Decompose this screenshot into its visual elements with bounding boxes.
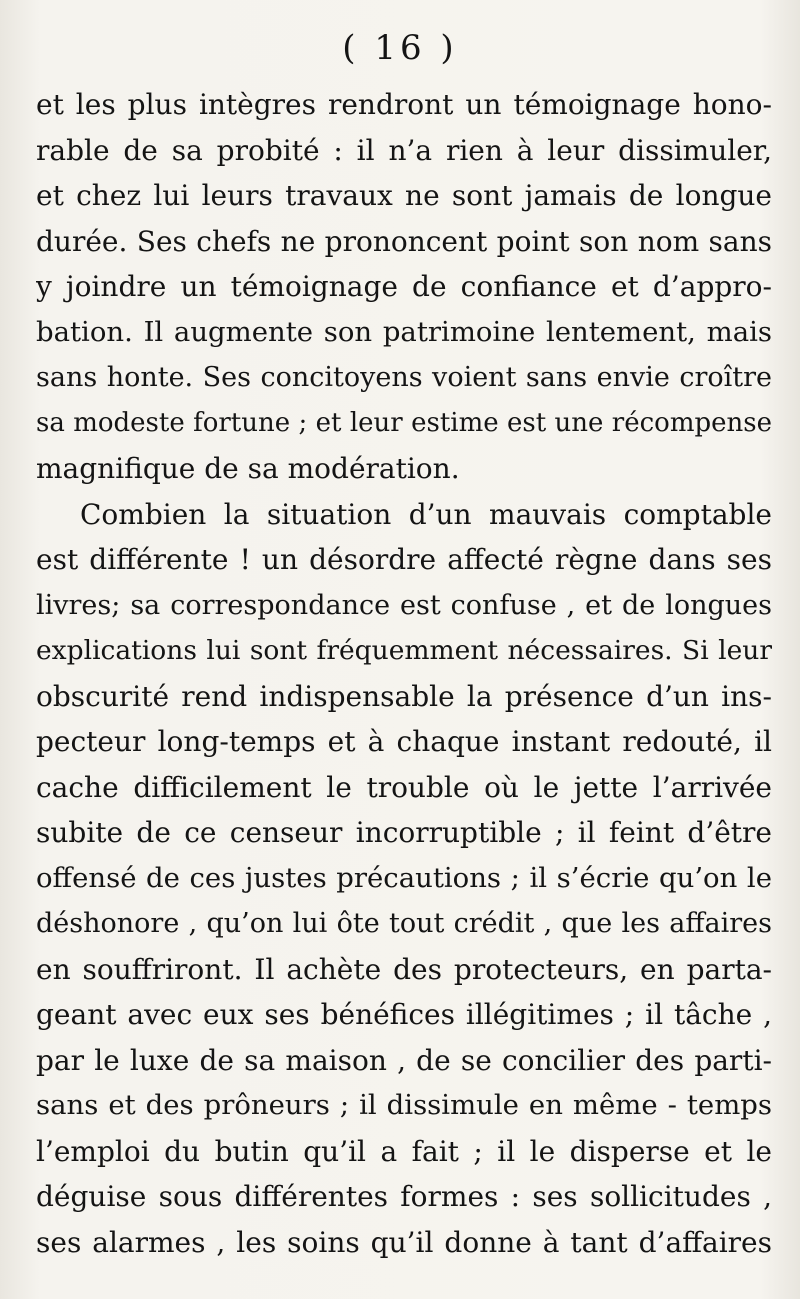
text-line: offensé de ces justes précautions ; il s’écrie qu’on le xyxy=(36,861,772,894)
paragraph-1 xyxy=(36,82,772,492)
text-line: durée. Ses chefs ne prononcent point son nom sans xyxy=(36,224,772,258)
text-line: l’emploi du butin qu’il a fait ; il le disperse et le xyxy=(36,1134,772,1168)
text-line: explications lui sont fréquemment nécessaires. Si leur xyxy=(36,635,772,666)
text-line: cache difficilement le trouble où le jette l’arrivée xyxy=(36,770,772,804)
text-line: est différente ! un désordre affecté règne dans ses xyxy=(36,543,772,576)
text-line: subite de ce censeur incorruptible ; il feint d’être xyxy=(36,816,772,849)
text-line: ses alarmes , les soins qu’il donne à tant d’affaires xyxy=(36,1225,772,1259)
text-line: sans et des prôneurs ; il dissimule en même - temps xyxy=(36,1089,772,1121)
text-line: déshonore , qu’on lui ôte tout crédit , que les affaires xyxy=(36,908,772,939)
text-line: sa modeste fortune ; et leur estime est une récompense xyxy=(36,407,772,438)
paragraph-2 xyxy=(36,492,772,1266)
text-line: y joindre un témoignage de confiance et d’appro- xyxy=(36,270,772,303)
text-line: geant avec eux ses bénéfices illégitimes ; il tâche , xyxy=(36,998,772,1031)
text-line: rable de sa probité : il n’a rien à leur dissimuler, xyxy=(36,133,772,167)
text-line: bation. Il augmente son patrimoine lentement, mais xyxy=(36,315,772,348)
text-line: et chez lui leurs travaux ne sont jamais de longue xyxy=(36,179,772,212)
text-line: pecteur long-temps et à chaque instant redouté, il xyxy=(36,725,772,758)
text-line: par le luxe de sa maison , de se concilier des parti- xyxy=(36,1043,772,1077)
text-line: livres; sa correspondance est confuse , et de longues xyxy=(36,589,772,621)
text-line: sans honte. Ses concitoyens voient sans envie croître xyxy=(36,362,772,393)
text-line: et les plus intègres rendront un témoignage hono- xyxy=(36,88,772,121)
text-line: Combien la situation d’un mauvais comptable xyxy=(80,497,772,531)
page-body xyxy=(36,82,772,1265)
page-number: ( 16 ) xyxy=(342,28,458,68)
text-line: déguise sous différentes formes : ses sollicitudes , xyxy=(36,1180,772,1213)
text-line: obscurité rend indispensable la présence d’un ins- xyxy=(36,679,772,713)
text-line: en souffriront. Il achète des protecteurs, en parta- xyxy=(36,952,772,986)
text-line: magnifique de sa modération. xyxy=(36,452,460,485)
